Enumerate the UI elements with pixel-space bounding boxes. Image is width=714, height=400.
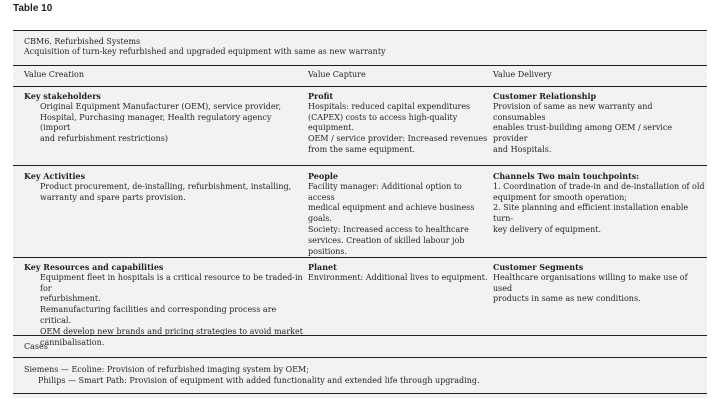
bottom-rule xyxy=(13,393,707,394)
cell-key-stakeholders xyxy=(24,91,299,145)
cell-line: Facility manager: Additional option to access xyxy=(308,181,462,202)
cell-title: Channels Two main touchpoints: xyxy=(493,171,640,181)
cell-title: Customer Relationship xyxy=(493,91,597,101)
case-item-philips: Philips — Smart Path: Provision of equipment with added functionality and extended life through upgrading. xyxy=(38,376,480,385)
cell-line: positions. xyxy=(308,246,347,256)
cell-line: Product procurement, de-installing, refurbishment, installing, xyxy=(40,181,292,191)
cell-line: and Hospitals. xyxy=(493,144,552,154)
cell-line: Hospital, Purchasing manager, Health regulatory agency (import xyxy=(40,112,272,133)
cell-line: medical equipment and achieve business xyxy=(308,203,475,213)
column-header-value-creation: Value Creation xyxy=(24,70,84,79)
cell-line: enables trust-building among OEM / service provider xyxy=(493,123,673,144)
cell-line: Provision of same as new warranty and consumables xyxy=(493,101,653,122)
cell-title: Planet xyxy=(308,262,337,272)
cell-line: equipment. xyxy=(308,123,354,133)
cases-top-rule xyxy=(13,335,707,336)
cell-line: Society: Increased access to healthcare xyxy=(308,224,469,234)
cell-title: People xyxy=(308,171,338,181)
cell-line: from the same equipment. xyxy=(308,144,416,154)
cell-key-activities xyxy=(24,171,299,203)
cell-channels xyxy=(493,171,705,236)
cell-title: Customer Segments xyxy=(493,262,584,272)
cell-line: goals. xyxy=(308,214,332,224)
cell-line: Remanufacturing facilities and corresponding process are critical. xyxy=(40,305,277,325)
cell-line: (CAPEX) costs to access high-quality xyxy=(308,112,458,122)
column-header-value-capture: Value Capture xyxy=(308,70,366,79)
cell-line: key delivery of equipment. xyxy=(493,224,601,234)
row-divider xyxy=(13,257,707,258)
cell-profit xyxy=(308,91,488,156)
cell-line: 1. Coordination of trade-in and de-installation of old xyxy=(493,181,705,191)
cell-line: equipment for smooth operation; xyxy=(493,192,627,202)
cases-bottom-rule xyxy=(13,357,707,358)
cell-line: products in same as new conditions. xyxy=(493,294,641,304)
caption-subtitle: Acquisition of turn-key refurbished and upgraded equipment with same as new warranty xyxy=(24,47,386,56)
top-rule xyxy=(13,30,707,31)
cell-planet xyxy=(308,262,488,284)
cell-title: Key Resources and capabilities xyxy=(24,262,164,272)
column-header-value-delivery: Value Delivery xyxy=(493,70,552,79)
cell-line: Hospitals: reduced capital expenditures xyxy=(308,101,471,111)
table-label: Table 10 xyxy=(13,3,53,14)
cases-header: Cases xyxy=(24,342,48,351)
cell-line: warranty and spare parts provision. xyxy=(40,192,186,202)
cell-people xyxy=(308,171,488,257)
case-item-siemens: Siemens — Ecoline: Provision of refurbished imaging system by OEM; xyxy=(24,365,309,374)
cell-line: Healthcare organisations willing to make use of used xyxy=(493,272,688,293)
cell-line: OEM develop new brands and pricing strategies to avoid market xyxy=(40,326,303,336)
row-divider xyxy=(13,165,707,166)
cell-line: services. Creation of skilled labour job xyxy=(308,235,465,245)
caption-title: CBM6. Refurbished Systems xyxy=(24,37,141,46)
header-top-rule xyxy=(13,65,707,66)
cell-line: Original Equipment Manufacturer (OEM), service provider, xyxy=(40,101,282,111)
cell-line: Equipment fleet in hospitals is a critical resource to be traded-in for xyxy=(40,272,303,293)
cell-line: OEM / service provider: Increased revenues xyxy=(308,134,488,144)
cell-line: Environment: Additional lives to equipment. xyxy=(308,272,488,282)
cell-line: refurbishment. xyxy=(40,294,101,304)
cell-line: and refurbishment restrictions) xyxy=(40,134,168,144)
cell-title: Key Activities xyxy=(24,171,86,181)
cell-customer-segments xyxy=(493,262,705,305)
cell-title: Profit xyxy=(308,91,334,101)
header-bottom-rule xyxy=(13,86,707,87)
cell-line: 2. Site planning and efficient installation enable turn- xyxy=(493,203,689,224)
cell-title: Key stakeholders xyxy=(24,91,101,101)
cell-customer-relationship xyxy=(493,91,705,156)
cell-line: cannibalisation. xyxy=(40,337,105,347)
